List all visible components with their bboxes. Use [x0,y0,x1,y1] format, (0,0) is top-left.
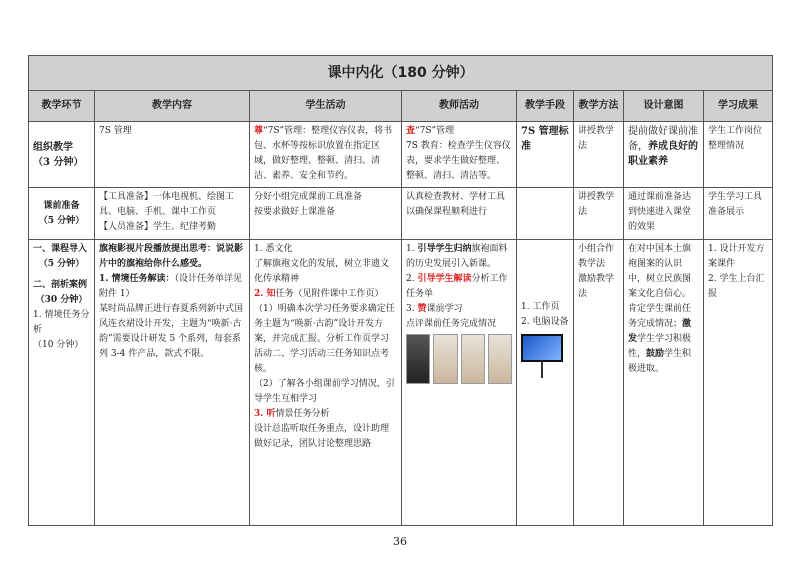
teacher-line [406,272,512,302]
content-cell: 7S 管理 [95,122,250,188]
method-cell: 小组合作 教学法 激励教学法 [574,240,624,526]
qipao-gallery [406,334,512,384]
stage-line: （10 分钟） [33,340,84,350]
intent-text: 在对中国本土旗袍图案的认识中，树立民族图案文化自信心。 [628,244,692,299]
content-task [99,272,245,302]
red-keyword: 尊 [254,126,264,136]
table-title: 课中内化（180 分钟） [29,56,773,91]
result-cell: 1. 设计开发方案课件 2. 学生上台汇报 [704,240,773,526]
student-text: 任务（见附件课中工作页） [275,289,384,299]
intent-cell [624,240,704,526]
intent-text [628,302,699,377]
header-cell: 教学手段 [517,91,574,122]
intent-part: 学生积极进取。 [628,349,692,374]
page-number: 36 [393,535,407,548]
student-line: 1. 悉文化 [254,244,293,254]
red-keyword: 查 [406,126,416,136]
teacher-line [406,302,512,317]
stage-cell [29,188,95,240]
qipao-image [461,334,485,384]
teacher-cell: 认真检查教材、学材工具 以确保课程顺利进行 [402,188,517,240]
intent-part: 学生学习积极性， [628,334,692,359]
lesson-table [28,55,773,526]
content-task-note: （设计任务单详见附件 1） [99,274,243,299]
content-task-title: 1. 情境任务解读： [99,274,175,284]
header-cell: 学生活动 [250,91,402,122]
means-cell [517,188,574,240]
red-keyword: 赞 [417,304,427,314]
teacher-num: 2. [406,274,418,284]
stage-cell [29,122,95,188]
student-line: 了解旗袍文化的发展，树立非遗文化传承精神 [254,259,390,284]
teacher-text: “7S”管理 7S 教育：检查学生仪容仪表，要求学生做好整理、整顿、清扫、清洁等。 [406,126,511,181]
teacher-bold: 引导学生归纳 [417,244,472,254]
header-cell: 学习成果 [704,91,773,122]
method-cell: 讲授教学法 [574,188,624,240]
intent-bold: 激发 [628,319,692,344]
qipao-image [433,334,457,384]
stage-line: 一、课程导入 [33,244,88,254]
header-cell: 设计意图 [624,91,704,122]
student-cell [250,240,402,526]
table-row [29,188,773,240]
teacher-text: 课前学习 [426,304,463,314]
red-keyword: 2. 知 [254,289,276,299]
content-cell [95,240,250,526]
teacher-cell [402,122,517,188]
result-cell: 学生工作岗位整理情况 [704,122,773,188]
teacher-text: 分析工作任务单 [406,274,508,299]
content-paragraph: 某时尚品牌正进行春夏系列新中式国风连衣裙设计开发，主题为“唤新·古韵”需要设计研发 5 个系列，每套系列 3-4 件产品，款式不限。 [99,304,244,359]
stage-line: （3 分钟） [33,156,84,168]
teacher-num: 3. [406,304,418,314]
table-row [29,122,773,188]
stage-line: （5 分钟） [38,259,85,269]
content-line: 【工具准备】一体电视机、绘图工具、电脑、手机、课中工作页 [99,192,235,217]
student-cell [250,122,402,188]
header-cell: 教学内容 [95,91,250,122]
student-line [254,287,397,302]
means-cell [517,240,574,526]
header-row [29,91,773,122]
stage-line: （5 分钟） [38,215,85,226]
header-cell: 教学环节 [29,91,95,122]
student-line: 设计总监听取任务重点，设计助理做好记录，团队讨论整理思路 [254,424,390,449]
intent-bold: 养成良好的职业素养 [628,141,698,167]
intent-cell: 通过课前准备达到快速进入课堂的效果 [624,188,704,240]
teacher-text: 旗袍面料的历史发展引入新课。 [406,244,508,269]
stage-line: 组织教学 [33,141,73,153]
result-cell: 学生学习工具准备展示 [704,188,773,240]
student-cell: 分好小组完成课前工具准备 按要求做好上课准备 [250,188,402,240]
tv-screen-image [521,334,563,362]
student-text: 情景任务分析 [275,409,330,419]
student-line [254,407,397,422]
stage-line: （30 分钟） [35,295,88,305]
student-line: （1）明确本次学习任务要求确定任务主题为“唤新·古韵”设计开发方案，并完成汇报。分析工作页学习活动二、学习活动三任务知识点考核。 [254,304,395,374]
header-cell: 教学方法 [574,91,624,122]
stage-line: 1. 情境任务分析 [33,310,90,335]
intent-bold: 鼓励 [646,349,665,359]
teacher-cell [402,240,517,526]
means-line: 2. 电脑设备 [521,317,569,327]
header-cell: 教师活动 [402,91,517,122]
intent-part: 肯定学生课前任务完成情况； [628,304,692,329]
content-line: 【人员准备】学生、纪律考勤 [99,222,217,232]
qipao-image [406,334,430,384]
stage-cell [29,240,95,526]
method-cell: 讲授教学法 [574,122,624,188]
stage-line: 课前准备 [43,200,80,211]
red-keyword: 引导学生解读 [417,274,472,284]
teacher-line: 点评课前任务完成情况 [406,319,497,329]
red-keyword: 3. 听 [254,409,276,419]
teacher-num: 1. [406,244,418,254]
table-row [29,240,773,526]
tv-stand [541,362,543,378]
stage-line: 二、剖析案例 [33,280,88,290]
content-question: 旗袍影视片段播放提出思考：说说影片中的旗袍给你什么感受。 [99,244,244,269]
teacher-line [406,242,512,272]
content-cell [95,188,250,240]
intent-cell [624,122,704,188]
means-line: 1. 工作页 [521,302,560,312]
intent-text: 提前做好课前准备， [628,126,698,152]
means-cell: 7S 管理标准 [517,122,574,188]
student-text: “7S”管理：整理仪容仪表，将书包、水杯等按标识放置在指定区域，做好整理、整顿、清扫、清洁、素养、安全和节约。 [254,126,393,181]
qipao-image [488,334,512,384]
student-line: （2）了解各小组课前学习情况，引导学生互相学习 [254,379,395,404]
